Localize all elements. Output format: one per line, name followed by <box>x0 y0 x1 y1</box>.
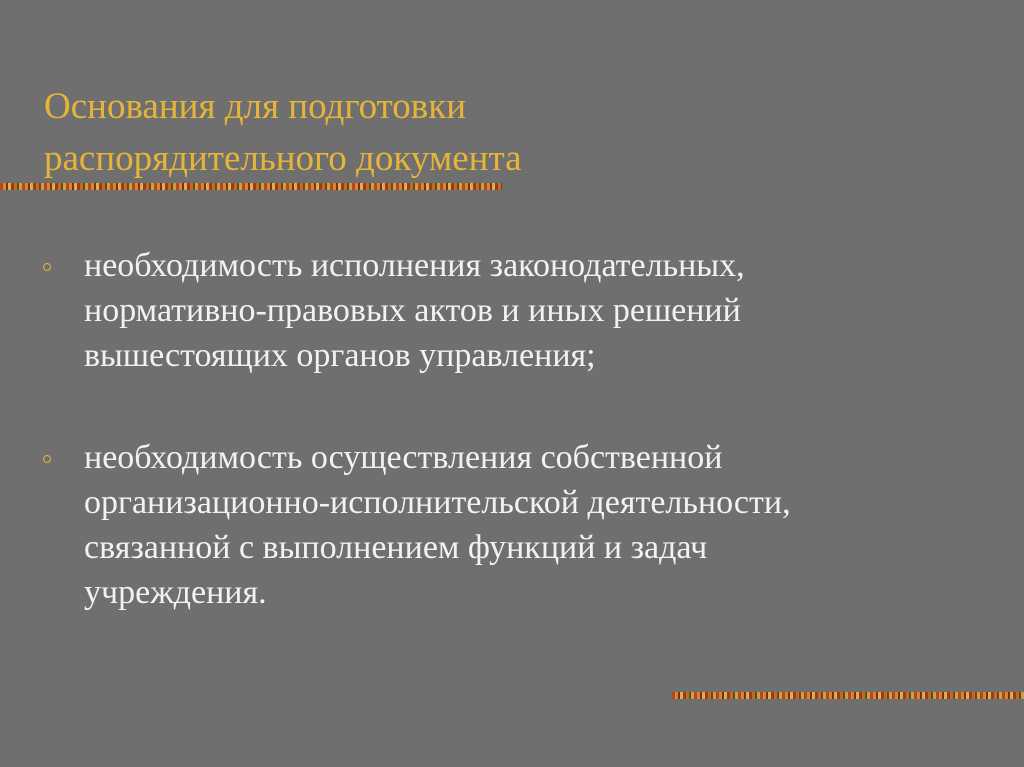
slide-title <box>44 81 944 185</box>
bullet-text <box>84 243 964 378</box>
bullet-line: нормативно-правовых актов и иных решений <box>84 292 741 329</box>
bullet-line: связанной с выполнением функций и задач <box>84 529 708 566</box>
circle-bullet-icon <box>43 455 51 463</box>
bullet-text <box>84 435 964 615</box>
title-line-2: распорядительного документа <box>44 137 522 179</box>
bullet-item <box>40 243 1000 378</box>
bullet-line: необходимость исполнения законодательных, <box>84 247 745 284</box>
bullet-line: необходимость осуществления собственной <box>84 439 723 476</box>
circle-bullet-icon <box>43 263 51 271</box>
bullet-line: организационно-исполнительской деятельности, <box>84 484 791 521</box>
bullet-list <box>40 243 1000 672</box>
bullet-item <box>40 435 1000 615</box>
decorative-divider-top <box>0 183 502 190</box>
decorative-divider-bottom <box>672 692 1024 699</box>
bullet-line: учреждения. <box>84 574 267 611</box>
bullet-line: вышестоящих органов управления; <box>84 337 596 374</box>
title-line-1: Основания для подготовки <box>44 85 467 127</box>
